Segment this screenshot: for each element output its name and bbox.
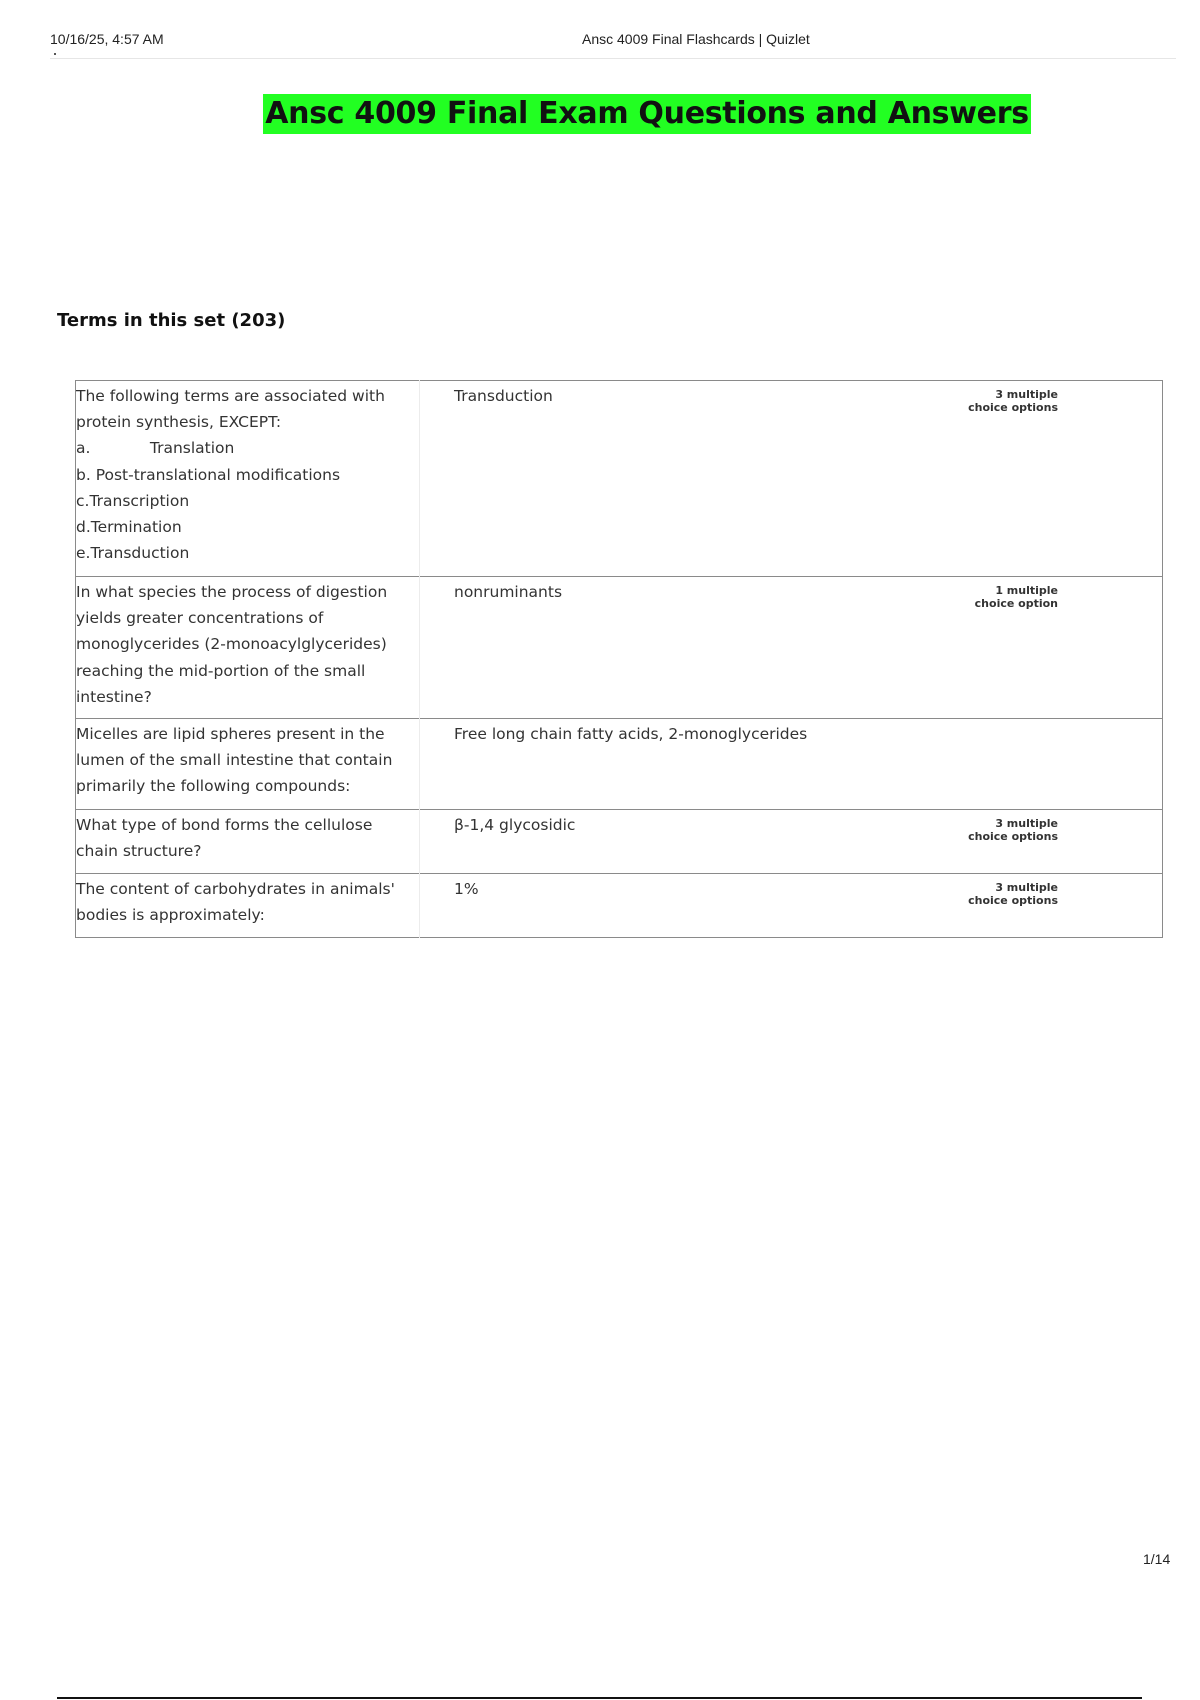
definition-cell: Free long chain fatty acids, 2-monoglycerides (420, 719, 955, 810)
definition-cell: 1% (420, 874, 955, 938)
definition-cell: β-1,4 glycosidic (420, 810, 955, 874)
print-mark (54, 53, 56, 55)
term-text-line: chain structure? (76, 842, 202, 861)
term-text-line: intestine? (76, 687, 152, 706)
term-row (76, 381, 1163, 577)
term-row (76, 874, 1163, 938)
term-row (76, 810, 1163, 874)
term-text-line: primarily the following compounds: (76, 777, 351, 796)
term-text-line: The following terms are associated with (76, 387, 385, 405)
document-title-wrapper (0, 94, 1200, 134)
term-text-line: reaching the mid-portion of the small (76, 661, 366, 680)
term-text-line: lumen of the small intestine that contain (76, 751, 393, 770)
term-text-line: Micelles are lipid spheres present in the (76, 725, 385, 743)
multiple-choice-options-label (954, 719, 1163, 810)
terms-heading: Terms in this set (203) (57, 310, 286, 331)
term-text-line: yields greater concentrations of (76, 609, 324, 628)
term-text-line: e.Transduction (76, 544, 190, 563)
definition-cell: nonruminants (420, 577, 955, 719)
term-text-line: protein synthesis, EXCEPT: (76, 413, 282, 432)
document-title: Ansc 4009 Final Exam Questions and Answers (263, 94, 1031, 134)
multiple-choice-options-label: 3 multiple choice options (954, 874, 1163, 938)
multiple-choice-options-label: 3 multiple choice options (968, 388, 1058, 414)
term-text-line: c.Transcription (76, 491, 190, 510)
multiple-choice-options-label: 1 multiple choice option (954, 577, 1163, 719)
term-text-line: b. Post-translational modifications (76, 465, 341, 484)
term-text-line: monoglycerides (2-monoacylglycerides) (76, 635, 387, 654)
term-cell (76, 381, 420, 577)
term-row (76, 719, 1163, 810)
term-cell (76, 810, 420, 874)
term-text-line: a. Translation (76, 439, 235, 458)
term-text-line: bodies is approximately: (76, 906, 265, 925)
term-cell (76, 719, 420, 810)
definition-cell: Transduction (454, 387, 553, 405)
term-text-line: In what species the process of digestion (76, 583, 388, 601)
term-row (76, 577, 1163, 719)
page-number: 1/14 (1143, 1551, 1171, 1567)
term-cell (76, 577, 420, 719)
term-text-line: What type of bond forms the cellulose (76, 816, 373, 834)
print-date: 10/16/25, 4:57 AM (50, 31, 164, 47)
term-text-line: d.Termination (76, 518, 182, 537)
bottom-divider (57, 1697, 1142, 1699)
multiple-choice-options-label: 3 multiple choice options (954, 810, 1163, 874)
terms-table (75, 380, 1163, 938)
term-text-line: The content of carbohydrates in animals' (76, 880, 395, 898)
print-page-title: Ansc 4009 Final Flashcards | Quizlet (582, 31, 810, 47)
term-cell (76, 874, 420, 938)
print-header (50, 28, 1176, 59)
